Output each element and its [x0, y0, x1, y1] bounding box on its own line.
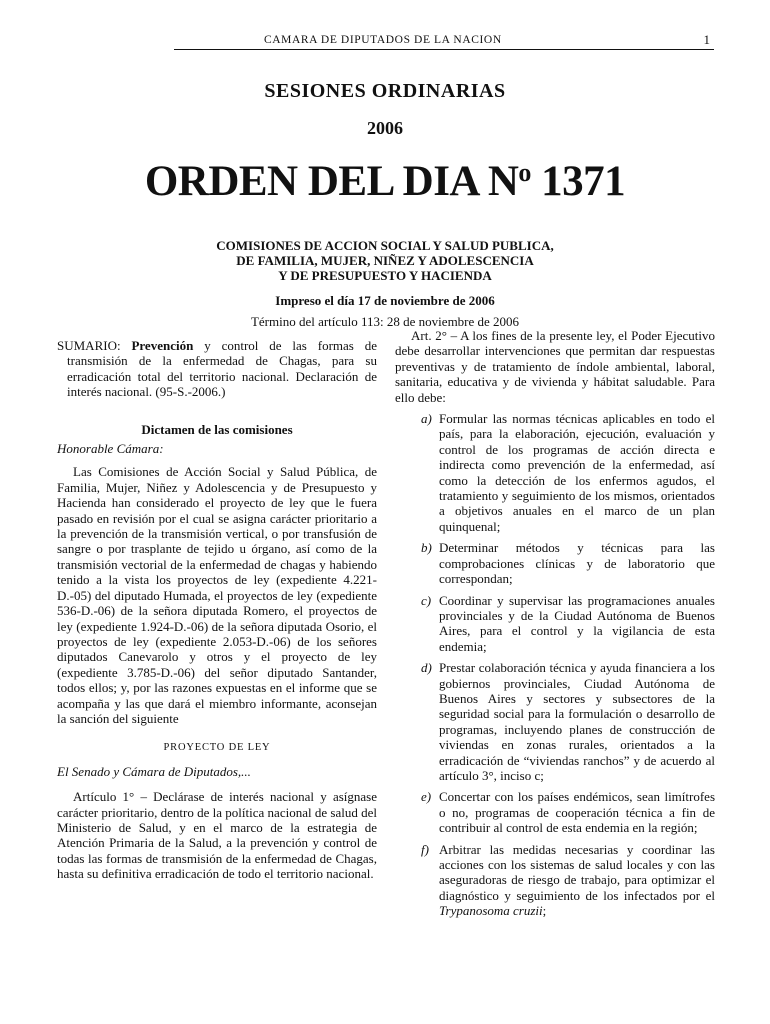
comisiones-line: DE FAMILIA, MUJER, NIÑEZ Y ADOLESCENCIA: [236, 253, 534, 268]
orden-del-dia-title: [0, 150, 770, 205]
comisiones-heading: [0, 238, 770, 283]
running-head-text: CAMARA DE DIPUTADOS DE LA NACION: [264, 34, 502, 46]
comisiones-line: COMISIONES DE ACCION SOCIAL Y SALUD PUBLICA,: [216, 238, 554, 253]
articulo-1: Artículo 1° – Declárase de interés nacional y asígnase carácter prioritario, dentro de la política nacional de salud del Ministerio de Salud, y en el marco de la estrategia de Atención Primaria de la Salud, a la prevención y control de todas las formas de transmisión de la enfermedad de Chagas, hasta su definitiva erradicación de todo el territorio nacional.: [57, 789, 377, 882]
impreso-date: Impreso el día 17 de noviembre de 2006: [275, 293, 495, 308]
running-header: [174, 33, 714, 50]
item-label: c): [421, 592, 432, 608]
sesiones-heading: SESIONES ORDINARIAS: [264, 80, 506, 102]
orden-text: ORDEN DEL DIA N: [144, 158, 519, 205]
left-column: [57, 338, 377, 882]
sumario-label: SUMARIO:: [57, 338, 132, 353]
item-f-species: Trypanosoma cruzii: [439, 903, 543, 919]
sumario-bold: Prevención: [131, 338, 194, 353]
proyecto-de-ley-heading: PROYECTO DE LEY: [163, 742, 271, 754]
articulo-2: Art. 2° – A los fines de la presente ley, el Poder Ejecutivo debe desarrollar intervenciones que permitan dar respuestas preventivas y de tratamiento de índole ambiental, laboral, sanitaria, educativa y de vivienda y hábitat saludable. Para ello debe:: [395, 328, 715, 405]
senado-formula: El Senado y Cámara de Diputados,...: [57, 763, 251, 779]
year-heading: 2006: [367, 118, 403, 138]
comisiones-line: Y DE PRESUPUESTO Y HACIENDA: [278, 268, 492, 283]
right-column: [395, 328, 715, 925]
item-label: f): [421, 841, 429, 857]
item-text: [439, 842, 715, 919]
item-label: d): [421, 660, 432, 676]
sumario: [57, 338, 377, 400]
item-label: e): [421, 789, 432, 805]
item-label: a): [421, 411, 432, 427]
item-text: Concertar con los países endémicos, sean limítrofes o no, programas de cooperación técnica a fin de contribuir al control de esta endemia en la región;: [439, 789, 715, 836]
sumario-text: y control de las formas de transmisión de la enfermedad de Chagas, para su erradicación total del territorio nacional. Declaración de interés nacional. (95-S.-2006.): [67, 338, 377, 400]
list-item: [395, 540, 715, 586]
item-text: Determinar métodos y técnicas para las comprobaciones clínicas y de laboratorio que correspondan;: [439, 540, 715, 587]
orden-superscript: o: [518, 158, 531, 187]
orden-number: 1371: [530, 158, 626, 205]
termino-date: Término del artículo 113: 28 de noviembre de 2006: [250, 314, 520, 329]
list-item: [395, 660, 715, 783]
item-f-end: ;: [542, 903, 547, 919]
list-item: [395, 593, 715, 655]
item-f-text: Arbitrar las medidas necesarias y coordinar las acciones con los sistemas de salud locales y con las aseguradoras de riesgo de trabajo, para optimizar el diagnóstico y seguimiento de los infectados por el: [439, 841, 715, 903]
list-item: [395, 789, 715, 835]
item-text: Formular las normas técnicas aplicables en todo el país, para la elaboración, ejecución, evaluación y control de los programas de acción directa e indirecta como prevención de la enfermedad, así como la detección de los enfermos agudos, el tratamiento y seguimiento de los mismos, orientados a objetivos anuales en el marco de un plan quinquenal;: [439, 411, 715, 534]
list-item: [395, 411, 715, 534]
item-label: b): [421, 540, 432, 556]
list-item: [395, 842, 715, 919]
honorable-camara: Honorable Cámara:: [57, 441, 164, 457]
page-number: 1: [703, 32, 710, 47]
dictamen-heading: Dictamen de las comisiones: [141, 421, 293, 437]
item-text: Prestar colaboración técnica y ayuda financiera a los gobiernos provinciales, Ciudad Autónoma de Buenos Aires y sectores y subsectores de la seguridad social para la formulación o desarrollo de programas, incluyendo planes de construcción de viviendas en zonas rurales, orientados a la erradicación de “viviendas ranchos” y de acuerdo al artículo 3°, inciso c;: [439, 660, 715, 783]
dictamen-body: Las Comisiones de Acción Social y Salud Pública, de Familia, Mujer, Niñez y Adolescencia y de Presupuesto y Hacienda han considerado el proyecto de ley que le fuera pasado en revisión por el cual se asigna carácter prioritario a la prevención de la transmisión vertical, o por transfusión de sangre o por trasplante de tejido u órgano, así como de la transmisión vectorial de la enfermedad de chagas y habiendo tenido a la vista los proyectos de ley (expediente 4.221-D.-05) del diputado Humada, el proyectos de ley (expediente 536-D.-06) de la señora diputada Romero, el proyectos de ley (expediente 1.924-D.-06) de la señora diputada Osorio, el proyectos de ley (expediente 2.053-D.-06) de los señores diputados Canevarolo y otros y el proyecto de ley (expediente 3.785-D.-06) del señor diputado Santander, todos ellos; y, por las razones expuestas en el informe que se acompaña y las que dará el miembro informante, aconsejan la sanción del siguiente: [57, 464, 377, 726]
item-text: Coordinar y supervisar las programaciones anuales provinciales y de la Ciudad Autónoma de Buenos Aires, para el control y la vigilancia de esta endemia;: [439, 592, 715, 654]
